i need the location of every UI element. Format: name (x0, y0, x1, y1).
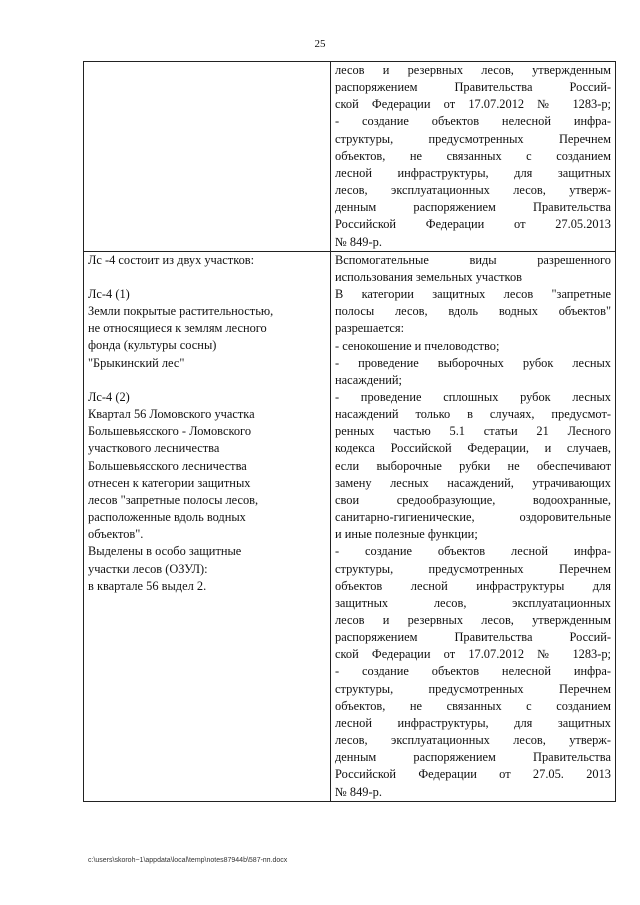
row2-left-line: Лс -4 состоит из двух участков: (88, 252, 255, 267)
row2-left-line: Квартал 56 Ломовского участка (88, 407, 255, 422)
row2-right-line: использования земельных участков (335, 269, 522, 284)
row2-left-line: расположенные вдоль водных (88, 510, 246, 525)
row2-right-line: Вспомогательные виды разрешенного (335, 252, 611, 267)
row2-left-line: Большевьясского - Ломовского (88, 424, 252, 439)
row1-right-line: Российской Федерации от 27.05.2013 (335, 217, 611, 232)
row1-right-line: - создание объектов нелесной инфра- (335, 114, 611, 129)
row2-left-line: "Брыкинский лес" (88, 355, 185, 370)
row2-left-cell (84, 251, 331, 801)
row2-right-line: лесов, эксплуатационных лесов, утверж- (335, 733, 611, 748)
row2-right-cell (331, 251, 616, 801)
row2-left-line: Земли покрытые растительностью, (88, 304, 274, 319)
row1-right-line: распоряжением Правительства Россий- (335, 80, 611, 95)
row1-right-line: ской Федерации от 17.07.2012 № 1283-р; (335, 97, 611, 112)
row2-left-line: Выделены в особо защитные (88, 544, 242, 559)
row2-left-line: участки лесов (ОЗУЛ): (88, 561, 208, 576)
row2-right-line: если выборочные рубки не обеспечивают (335, 458, 611, 473)
row2-right-line: - проведение выборочных рубок лесных (335, 355, 611, 370)
row2-left-blank (88, 372, 326, 389)
row2-left-line: в квартале 56 выдел 2. (88, 578, 207, 593)
row2-right-line: лесной инфраструктуры, для защитных (335, 715, 611, 730)
footer-file-path: c:\users\skoroh~1\appdata\local\temp\notes87944b\587-пп.docx (88, 857, 288, 864)
row1-right-line: денным распоряжением Правительства (335, 200, 611, 215)
row2-right-line: кодекса Российской Федерации, и случаев, (335, 441, 611, 456)
zoning-table (83, 61, 616, 802)
row2-right-line: разрешается: (335, 321, 405, 336)
row2-right-line: № 849-р. (335, 784, 382, 799)
row1-right-line: структуры, предусмотренных Перечнем (335, 131, 611, 146)
row2-left-line: участкового лесничества (88, 441, 220, 456)
row2-right-line: объектов, не связанных с созданием (335, 698, 611, 713)
row2-right-line: ренных частью 5.1 статьи 21 Лесного (335, 424, 611, 439)
row1-right-line: № 849-р. (335, 234, 382, 249)
row2-right-line: ской Федерации от 17.07.2012 № 1283-р; (335, 647, 611, 662)
row2-right-line: лесов и резервных лесов, утвержденным (335, 613, 611, 627)
row2-left-line: фонда (культуры сосны) (88, 338, 217, 353)
table-row (84, 62, 616, 252)
row2-left-line: лесов "запретные полосы лесов, (88, 492, 259, 507)
row2-right-line: Российской Федерации от 27.05. 2013 (335, 767, 611, 782)
row2-right-line: полосы лесов, вдоль водных объектов" (335, 304, 611, 319)
row2-right-line: - сенокошение и пчеловодство; (335, 338, 500, 353)
row2-right-line: денным распоряжением Правительства (335, 750, 611, 765)
row1-right-cell (331, 62, 616, 252)
row2-left-line: Лс-4 (2) (88, 389, 130, 404)
row1-right-line: лесов, эксплуатационных лесов, утверж- (335, 183, 611, 198)
row2-left-line: не относящиеся к землям лесного (88, 321, 267, 336)
row2-right-line: и иные полезные функции; (335, 527, 478, 542)
row1-right-line: лесной инфраструктуры, для защитных (335, 165, 611, 180)
row2-right-line: В категории защитных лесов "запретные (335, 287, 611, 302)
row2-right-line: замену лесных насаждений, утрачивающих (335, 475, 611, 490)
table-row (84, 251, 616, 801)
row2-right-line: насаждений только в случаях, предусмот- (335, 407, 611, 422)
row1-right-line: лесов и резервных лесов, утвержденным (335, 63, 611, 77)
row2-right-line: структуры, предусмотренных Перечнем (335, 561, 611, 576)
row1-right-line: объектов, не связанных с созданием (335, 148, 611, 163)
row2-right-line: распоряжением Правительства Россий- (335, 630, 611, 645)
row2-right-line: насаждений; (335, 372, 402, 387)
row2-right-line: - проведение сплошных рубок лесных (335, 389, 611, 404)
row2-right-line: структуры, предусмотренных Перечнем (335, 681, 611, 696)
row2-left-line: Лс-4 (1) (88, 287, 130, 302)
row1-left-cell (84, 62, 331, 252)
row2-left-line: объектов". (88, 527, 144, 542)
row2-right-line: объектов лесной инфраструктуры для (335, 578, 611, 593)
row2-right-line: - создание объектов лесной инфра- (335, 544, 611, 559)
row2-right-line: - создание объектов нелесной инфра- (335, 664, 611, 679)
row2-right-line: свои средообразующие, водоохранные, (335, 492, 611, 507)
row2-left-line: Большевьясского лесничества (88, 458, 247, 473)
row2-left-blank (88, 269, 326, 286)
row2-left-line: отнесен к категории защитных (88, 475, 251, 490)
row2-right-line: защитных лесов, эксплуатационных (335, 595, 611, 610)
row2-right-line: санитарно-гигиенические, оздоровительные (335, 510, 611, 525)
page-number: 25 (314, 38, 326, 50)
